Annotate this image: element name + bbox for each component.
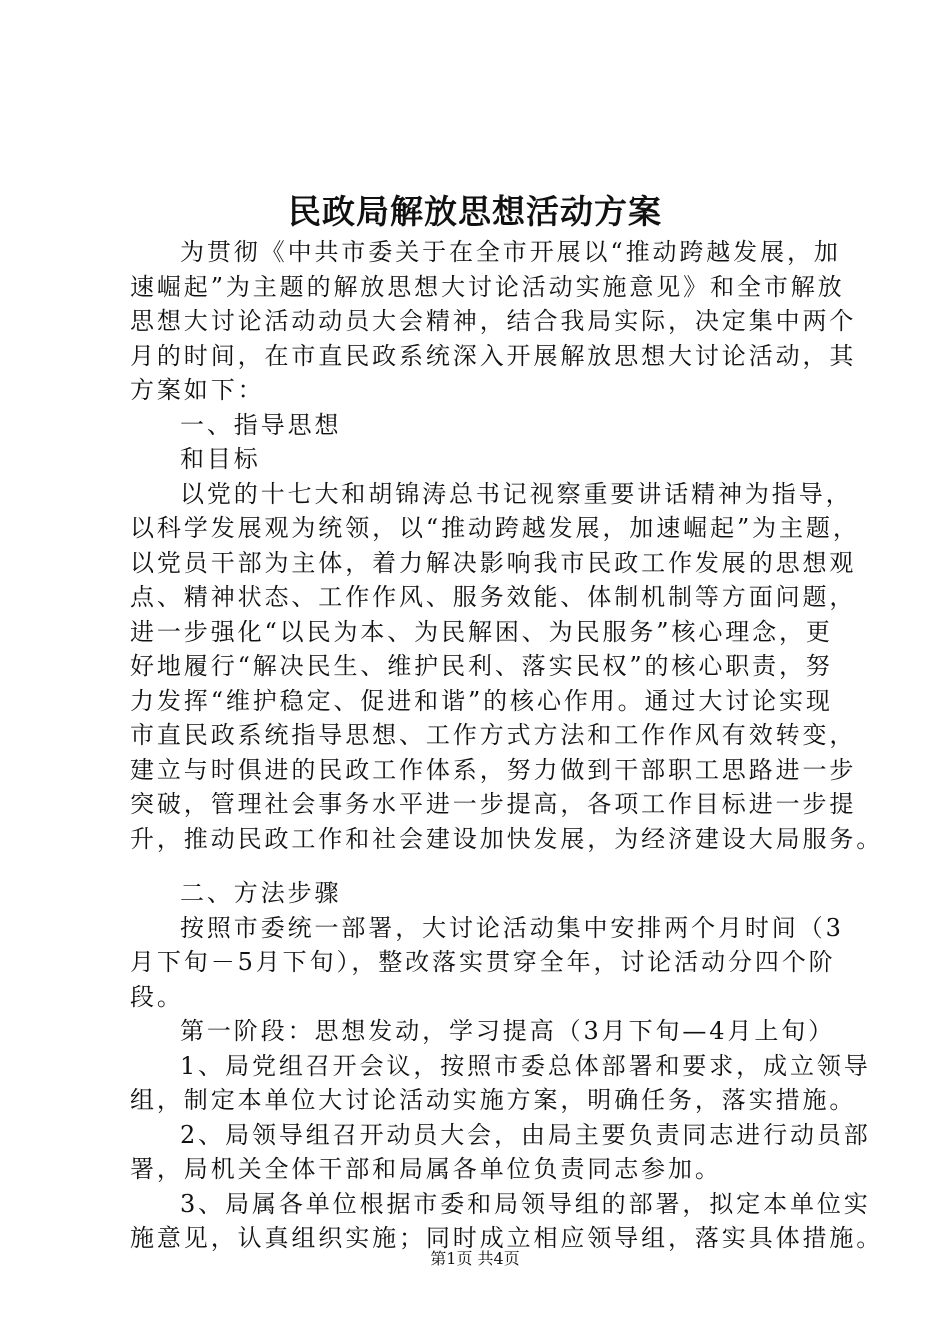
paragraph-line: 月的时间，在市直民政系统深入开展解放思想大讨论活动，其 <box>130 341 857 370</box>
paragraph-line: 速崛起”为主题的解放思想大讨论活动实施意见》和全市解放 <box>130 272 845 301</box>
paragraph-line: 1、局党组召开会议，按照市委总体部署和要求，成立领导 <box>180 1051 871 1080</box>
section-heading: 和目标 <box>180 445 261 473</box>
document-title: 民政局解放思想活动方案 <box>288 192 662 231</box>
paragraph-line: 为贯彻《中共市委关于在全市开展以“推动跨越发展，加 <box>180 238 841 266</box>
paragraph-line: 以党员干部为主体，着力解决影响我市民政工作发展的思想观 <box>130 548 857 577</box>
paragraph-line: 第一阶段：思想发动，学习提高（3月下旬—4月上旬） <box>180 1017 836 1045</box>
paragraph-line: 施意见，认真组织实施；同时成立相应领导组，落实具体措施。 <box>130 1224 884 1252</box>
paragraph-line: 市直民政系统指导思想、工作方式方法和工作作风有效转变， <box>130 721 857 749</box>
paragraph-line: 3、局属各单位根据市委和局领导组的部署，拟定本单位实 <box>180 1189 871 1218</box>
paragraph-line: 2、局领导组召开动员大会，由局主要负责同志进行动员部 <box>180 1120 871 1149</box>
paragraph-line: 思想大讨论活动动员大会精神，结合我局实际，决定集中两个 <box>130 307 857 335</box>
paragraph-line: 月下旬－5月下旬），整改落实贯穿全年，讨论活动分四个阶 <box>130 948 836 976</box>
paragraph-line: 建立与时俱进的民政工作体系，努力做到干部职工思路进一步 <box>130 755 857 784</box>
paragraph-line: 组，制定本单位大讨论活动实施方案，明确任务，落实措施。 <box>130 1086 857 1114</box>
paragraph-line: 方案如下： <box>130 376 265 404</box>
paragraph-line: 突破，管理社会事务水平进一步提高，各项工作目标进一步提 <box>130 790 857 818</box>
section-heading: 一、指导思想 <box>180 410 342 439</box>
paragraph-line: 段。 <box>130 982 184 1011</box>
paragraph-line: 点、精神状态、工作作风、服务效能、体制机制等方面问题， <box>130 583 857 611</box>
paragraph-line: 按照市委统一部署，大讨论活动集中安排两个月时间（3 <box>180 913 844 942</box>
blank-gap <box>130 856 835 876</box>
document-body <box>130 235 884 1256</box>
paragraph-line: 升，推动民政工作和社会建设加快发展，为经济建设大局服务。 <box>130 824 884 853</box>
paragraph-line: 以科学发展观为统领，以“推动跨越发展，加速崛起”为主题， <box>130 514 860 542</box>
paragraph-line: 力发挥“维护稳定、促进和谐”的核心作用。通过大讨论实现 <box>130 686 833 715</box>
section-heading: 二、方法步骤 <box>180 879 342 907</box>
paragraph-line: 署，局机关全体干部和局属各单位负责同志参加。 <box>130 1155 722 1183</box>
paragraph-line: 好地履行“解决民生、维护民利、落实民权”的核心职责，努 <box>130 652 833 680</box>
paragraph-line: 以党的十七大和胡锦涛总书记视察重要讲话精神为指导， <box>180 479 853 508</box>
page-footer: 第1页 共4页 <box>430 1249 520 1268</box>
paragraph-line: 进一步强化“以民为本、为民解困、为民服务”核心理念，更 <box>130 617 833 646</box>
